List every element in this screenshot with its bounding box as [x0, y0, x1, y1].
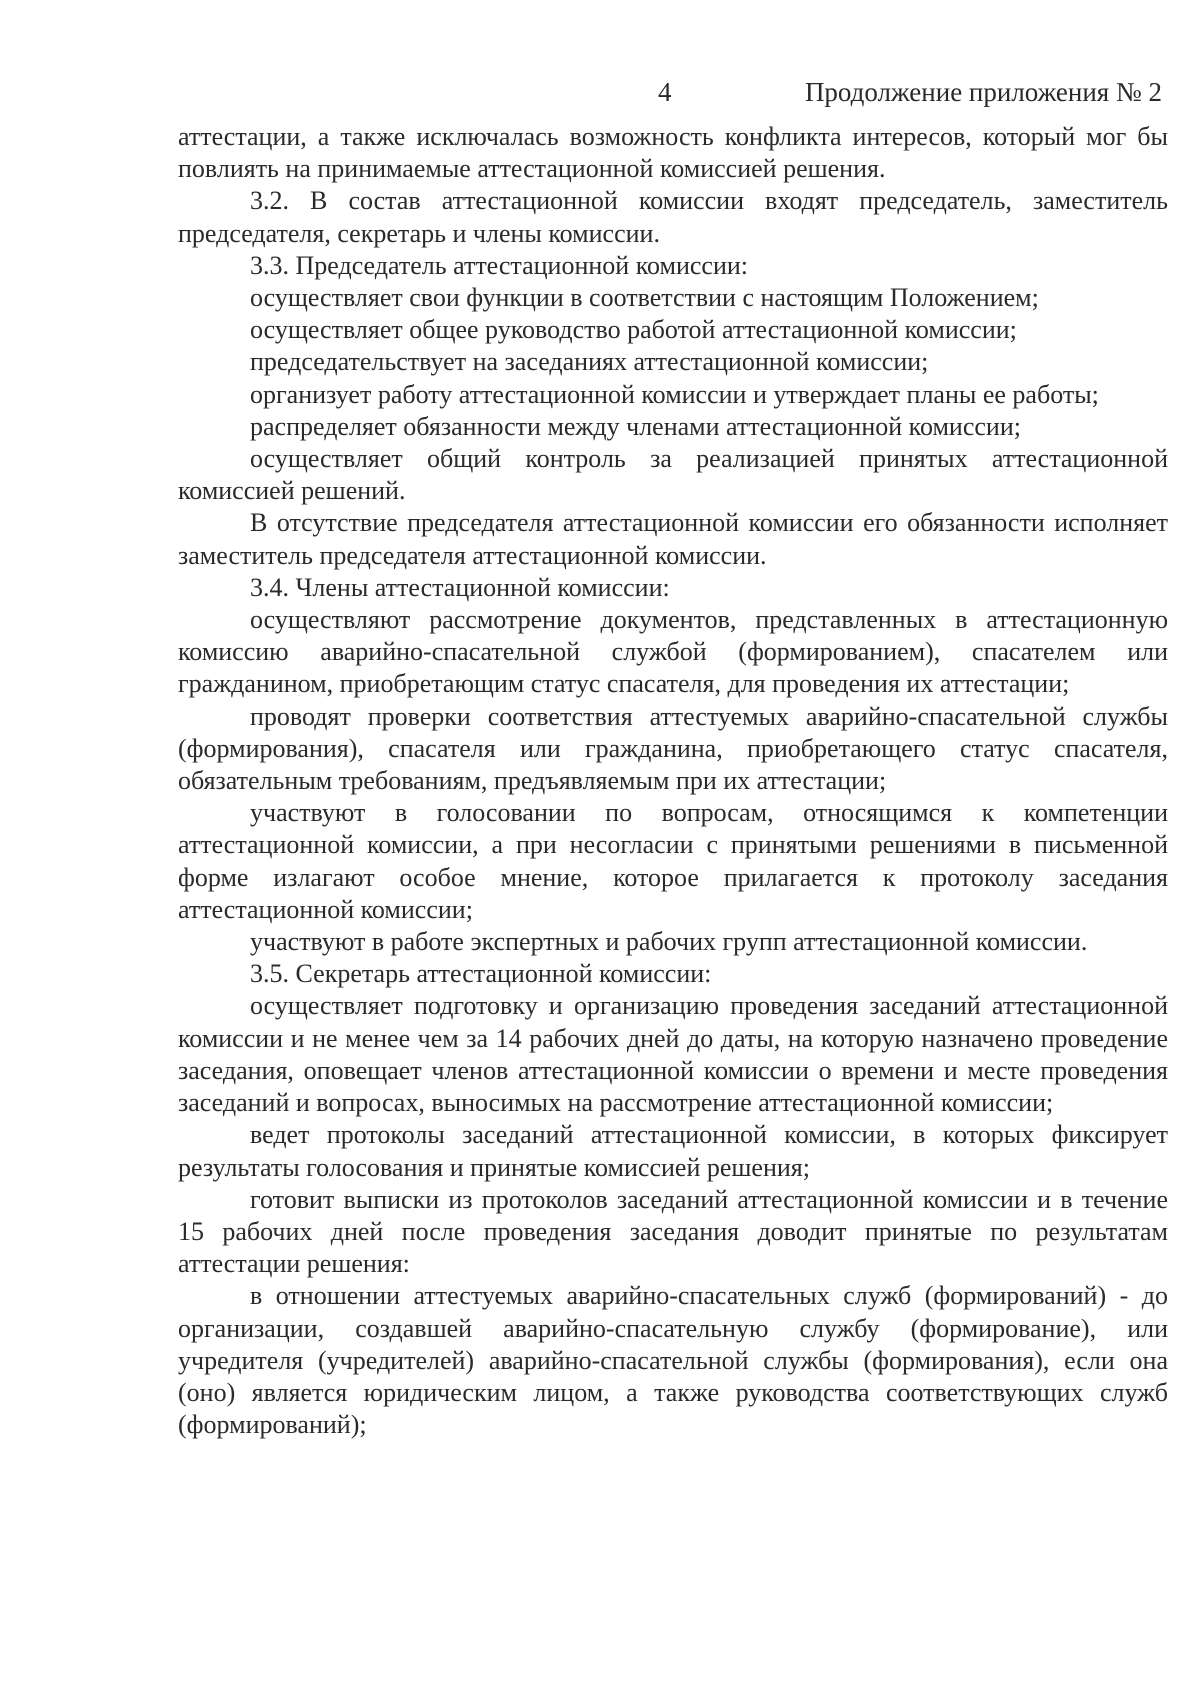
document-body	[178, 121, 1168, 1441]
appendix-continuation-title: Продолжение приложения № 2	[804, 77, 1162, 107]
member-duty-item: участвуют в голосовании по вопросам, относящимся к компетенции аттестационной комиссии, а при несогласии с принятыми решениями в письменной форме излагают особое мнение, которое прилагается к протоколу заседания аттестационной комиссии;	[178, 798, 1168, 924]
chairman-duty-item: осуществляет общий контроль за реализацией принятых аттестационной комиссией решений.	[178, 444, 1168, 506]
chairman-duty-item: осуществляет свои функции в соответствии с настоящим Положением;	[250, 283, 1039, 313]
chairman-duty-item: распределяет обязанности между членами аттестационной комиссии;	[250, 411, 1021, 441]
secretary-duty-item: ведет протоколы заседаний аттестационной комиссии, в которых фиксирует результаты голосования и принятые комиссией решения;	[178, 1120, 1168, 1182]
chairman-duty-item: осуществляет общее руководство работой аттестационной комиссии;	[250, 315, 1017, 345]
member-duty-item: проводят проверки соответствия аттестуемых аварийно-спасательной службы (формирования), спасателя или гражданина, приобретающего статус спасателя, обязательным требованиям, предъявляемым при их аттестации;	[178, 701, 1168, 796]
member-duty-item: осуществляют рассмотрение документов, представленных в аттестационную комиссию аварийно-спасательной службой (формированием), спасателем или гражданином, приобретающим статус спасателя, для проведения их аттестации;	[178, 605, 1168, 699]
chairman-duty-item: организует работу аттестационной комиссии и утверждает планы ее работы;	[250, 379, 1099, 409]
paragraph-continuation: аттестации, а также исключалась возможность конфликта интересов, который мог бы повлиять на принимаемые аттестационной комиссией решения.	[178, 122, 1168, 184]
secretary-duty-item: готовит выписки из протоколов заседаний аттестационной комиссии и в течение 15 рабочих дней после проведения заседания доводит принятые по результатам аттестации решения:	[178, 1184, 1168, 1279]
chairman-duty-item: председательствует на заседаниях аттестационной комиссии;	[250, 347, 929, 377]
deputy-paragraph: В отсутствие председателя аттестационной комиссии его обязанности исполняет заместитель председателя аттестационной комиссии.	[178, 508, 1168, 570]
paragraph-3-2: 3.2. В состав аттестационной комиссии входят председатель, заместитель председателя, секретарь и члены комиссии.	[178, 186, 1168, 248]
paragraph-3-5-heading: 3.5. Секретарь аттестационной комиссии:	[250, 959, 712, 989]
member-duty-item: участвуют в работе экспертных и рабочих групп аттестационной комиссии.	[250, 927, 1088, 957]
secretary-duty-item: осуществляет подготовку и организацию проведения заседаний аттестационной комиссии и не менее чем за 14 рабочих дней до даты, на которую назначено проведение заседания, оповещает членов аттестационной комиссии о времени и месте проведения заседаний и вопросах, выносимых на рассмотрение аттестационной комиссии;	[178, 991, 1168, 1118]
page-number: 4	[658, 77, 672, 107]
paragraph-3-4-heading: 3.4. Члены аттестационной комиссии:	[250, 572, 670, 602]
paragraph-3-3-heading: 3.3. Председатель аттестационной комиссии:	[250, 250, 749, 280]
secretary-duty-subitem: в отношении аттестуемых аварийно-спасательных служб (формирований) - до организации, создавшей аварийно-спасательную службу (формирование), или учредителя (учредителей) аварийно-спасательной службы (формирования), если она (оно) является юридическим лицом, а также руководства соответствующих служб (формирований);	[178, 1281, 1168, 1440]
